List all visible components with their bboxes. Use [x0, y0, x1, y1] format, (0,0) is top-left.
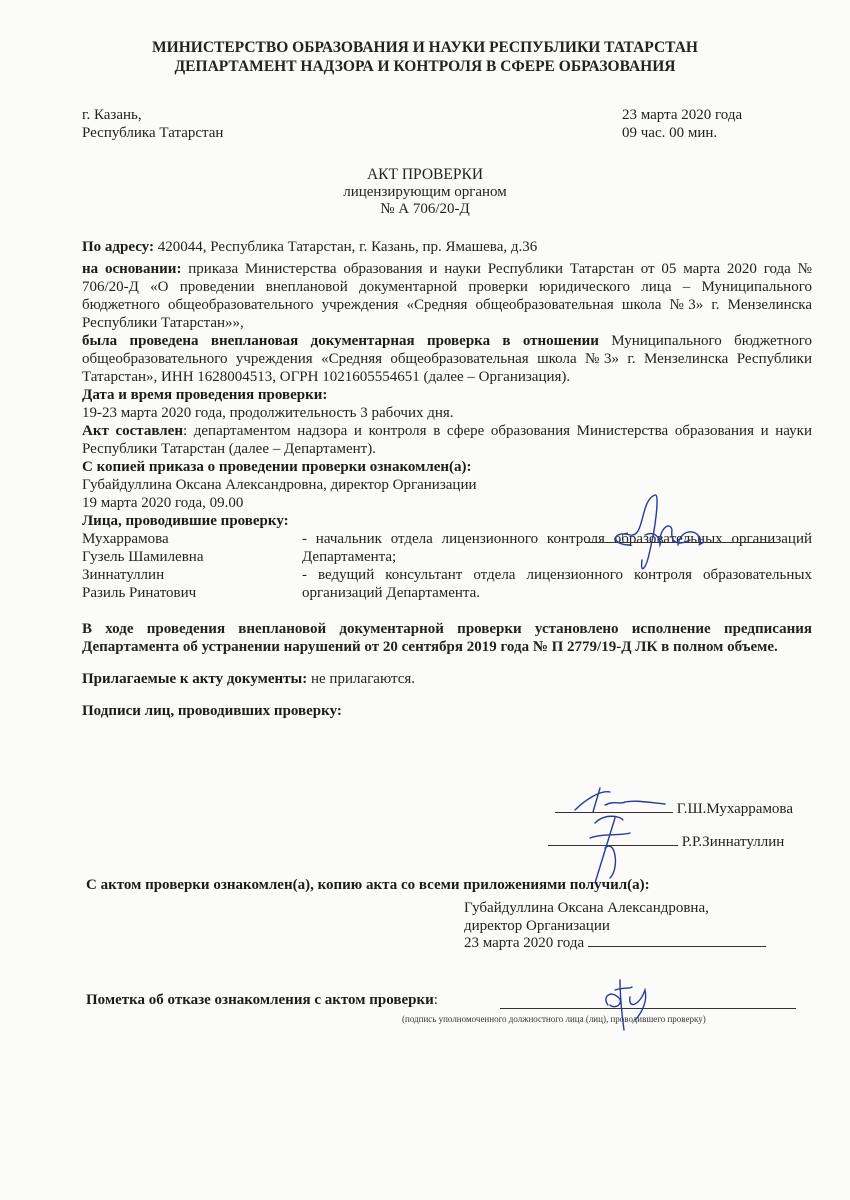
dates-value: 19-23 марта 2020 года, продолжительность 3 рабочих дня.: [82, 405, 454, 421]
department-name: ДЕПАРТАМЕНТ НАДЗОРА И КОНТРОЛЯ В СФЕРЕ ОБРАЗОВАНИЯ: [174, 58, 676, 75]
inspector-given-name: Разиль Ринатович: [82, 585, 197, 601]
acquainted-date: 19 марта 2020 года, 09.00: [82, 495, 244, 511]
address-value: 420044, Республика Татарстан, г. Казань, пр. Ямашева, д.36: [153, 239, 538, 255]
ministry-name: МИНИСТЕРСТВО ОБРАЗОВАНИЯ И НАУКИ РЕСПУБЛИКИ ТАТАРСТАН: [152, 39, 698, 56]
act-body: [82, 238, 812, 720]
region: Республика Татарстан: [82, 125, 224, 141]
signer-name: Г.Ш.Мухаррамова: [676, 801, 793, 817]
received-position: директор Организации: [464, 917, 610, 934]
acquainted-label: С копией приказа о проведении проверки ознакомлен(а):: [82, 459, 472, 475]
inspection-value: Муниципального бюджетного общеобразовательного учреждения «Средняя общеобразовательная школа №3» г. Мензелинска Республики Татарстан», ИНН 1628004513, ОГРН 1021605554651 (далее – Организация).: [82, 333, 812, 385]
received-label: С актом проверки ознакомлен(а), копию акта со всеми приложениями получил(а):: [86, 877, 650, 893]
received-date: 23 марта 2020 года: [464, 935, 585, 951]
attachments-value: не прилагаются.: [307, 671, 415, 687]
act-date: 23 марта 2020 года: [622, 107, 743, 123]
inspectors-label: Лица, проводившие проверку:: [82, 513, 289, 529]
inspection: [82, 332, 812, 386]
inspector-surname: Зиннатуллин: [82, 567, 165, 583]
signature-line: [588, 946, 766, 947]
place: [82, 106, 223, 142]
received-block: [464, 900, 766, 953]
inspector-given-name: Гузель Шамилевна: [82, 549, 204, 565]
inspection-result: В ходе проведения внеплановой документарной проверки установлено исполнение предписания Департамента об устранении нарушений от 20 сентября 2019 года № П 2779/19-Д ЛК в полном объеме.: [82, 621, 812, 655]
received-name: Губайдуллина Оксана Александровна,: [464, 900, 709, 916]
refusal: [86, 992, 438, 1009]
inspector-role: - начальник отдела лицензионного контроля образовательных организаций Департамента;: [302, 531, 812, 565]
signature-zinnatullin-icon: [575, 808, 645, 888]
basis-value: приказа Министерства образования и науки Республики Татарстан от 05 марта 2020 года № 706/20-Д «О проведении внеплановой документарной проверки юридического лица – Муниципального бюджетного общеобразовательного учреждения «Средняя общеобразовательная школа №3» г. Мензелинска Республики Татарстан»»,: [82, 261, 812, 331]
signatures-label-text: Подписи лиц, проводивших проверку:: [82, 703, 342, 719]
signature-refusal-icon: [600, 975, 660, 1035]
attachments-label: Прилагаемые к акту документы:: [82, 671, 308, 687]
datetime: [622, 106, 742, 142]
refusal-caption: (подпись уполномоченного должностного лица (лиц), проводившего проверку): [402, 1014, 706, 1024]
signature-director-icon: [600, 490, 720, 580]
inspector-surname: Мухаррамова: [82, 531, 169, 547]
dates-label: Дата и время проведения проверки:: [82, 387, 328, 403]
basis-label: на основании:: [82, 261, 182, 277]
address: [82, 238, 812, 256]
refusal-label: Пометка об отказе ознакомления с актом проверки: [86, 992, 434, 1008]
inspection-label: была проведена внеплановая документарная проверка в отношении: [82, 333, 599, 349]
signer-name: Р.Р.Зиннатуллин: [681, 834, 785, 850]
compiled-label: Акт составлен: [82, 423, 183, 439]
acquainted-name: Губайдуллина Оксана Александровна, директор Организации: [82, 477, 477, 493]
basis: [82, 260, 812, 332]
refusal-colon: :: [433, 992, 438, 1008]
attachments: [82, 670, 812, 688]
document-header: [0, 38, 850, 76]
title-sub: лицензирующим органом: [343, 183, 507, 200]
act-time: 09 час. 00 мин.: [622, 125, 718, 141]
act-title: [0, 166, 850, 219]
compiled-value: : департаментом надзора и контроля в сфере образования Министерства образования и науки Республики Татарстан (далее – Департамент).: [82, 423, 812, 457]
signatures-label: [82, 702, 812, 720]
act-number: № А 706/20-Д: [380, 201, 470, 217]
compiled: [82, 422, 812, 458]
title-main: АКТ ПРОВЕРКИ: [366, 166, 484, 183]
inspector-role: - ведущий консультант отдела лицензионного контроля образовательных организаций Департамента.: [302, 567, 812, 601]
received: [86, 877, 650, 894]
address-label: По адресу:: [82, 239, 154, 255]
dates: [82, 386, 812, 422]
city: г. Казань,: [82, 107, 142, 123]
